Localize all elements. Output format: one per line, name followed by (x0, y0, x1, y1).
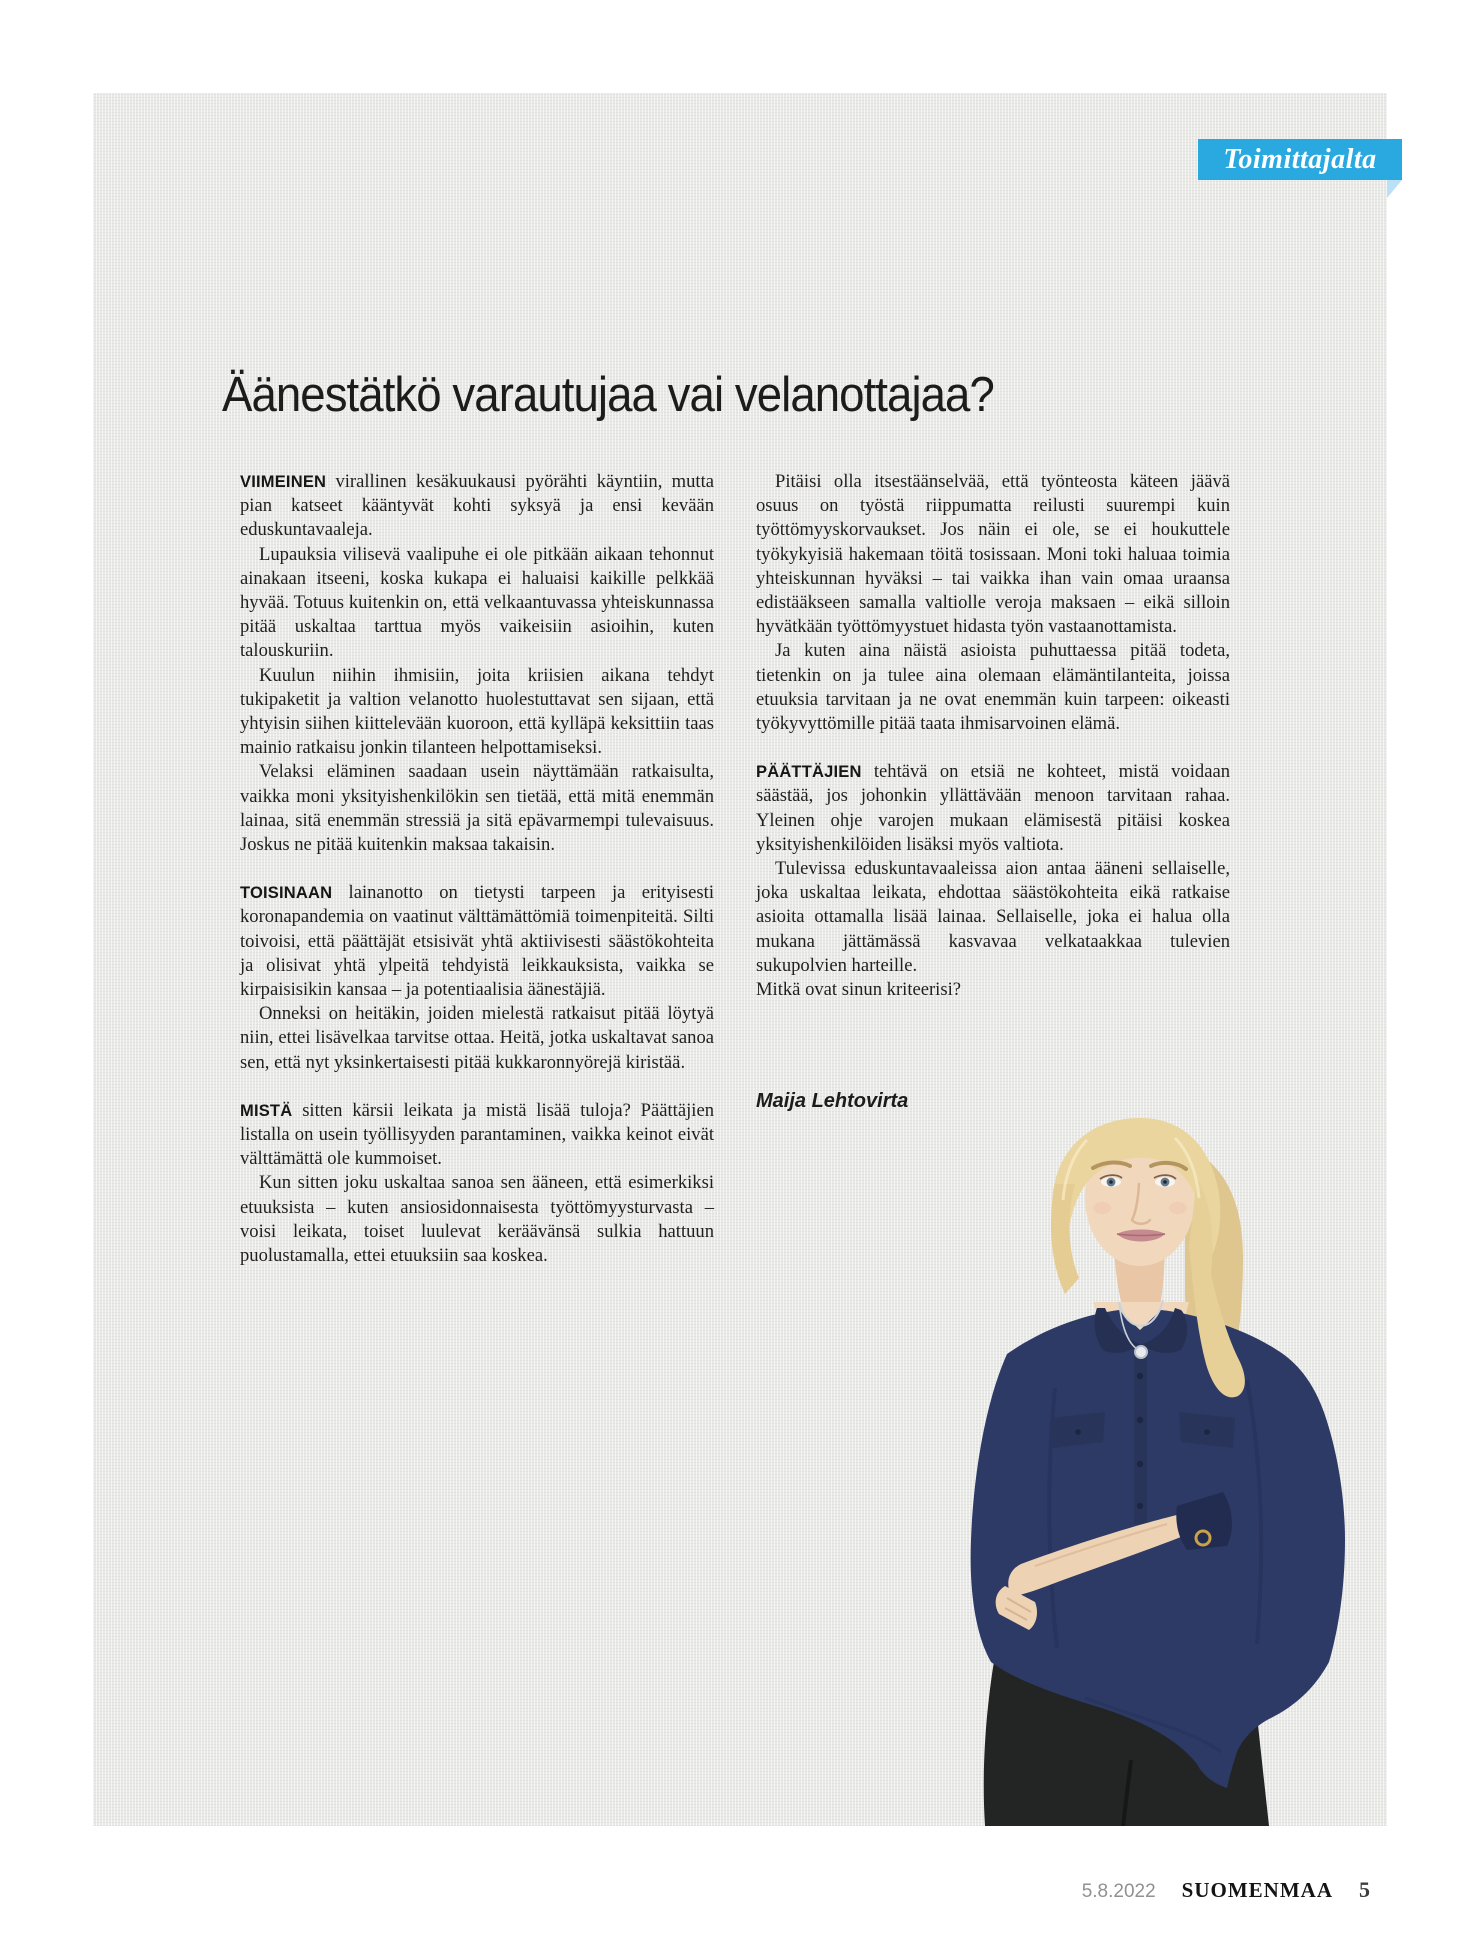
paragraph (756, 470, 1230, 639)
paragraph-text: Kun sitten joku uskaltaa sanoa sen ääneen, että esimerkiksi etuuksista – kuten ansiosidonnaisesta työttömyysturvasta – voisi leikata, toiset luulevat keräävänsä sulkia hattuun puolustamalla, ettei etuuksiin saa koskea. (240, 1172, 714, 1267)
paragraph-lead: PÄÄTTÄJIEN (756, 763, 862, 782)
paragraph (756, 639, 1230, 736)
ribbon-fold (1387, 180, 1402, 198)
paragraph (240, 881, 714, 1002)
paragraph (240, 664, 714, 761)
paragraph-lead: VIIMEINEN (240, 473, 327, 491)
paragraph (756, 760, 1230, 857)
section-ribbon-label: Toimittajalta (1223, 143, 1377, 175)
paragraph (240, 543, 714, 664)
paragraph (756, 857, 1230, 978)
paragraph-text: lainanotto on tietysti tarpeen ja erityisesti koronapandemia on vaatinut välttämättömiä toimenpiteitä. Silti toivoisi, että päättäjät etsisivät yhtä aktiivisesti säästökohteita ja olisivat yhtä ylpeitä tehdyistä leikkauksista, vaikka se kirpaisisikin kansaa – ja potentiaalisia äänestäjiä. (240, 882, 714, 1001)
author-photo (935, 1088, 1355, 1826)
paragraph (240, 1099, 714, 1172)
paragraph-text: Ja kuten aina näistä asioista puhuttaessa pitää todeta, tietenkin on ja tulee aina olemaan elämäntilanteita, joissa etuuksia tarvitaan ja ne ovat enemmän kuin tarpeen: oikeasti työkyvyttömille pitää taata ihmisarvoinen elämä. (756, 640, 1230, 735)
author-byline: Maija Lehtovirta (756, 1090, 909, 1112)
paragraph-lead: TOISINAAN (240, 884, 333, 903)
article-column-right (756, 470, 1230, 1002)
section-ribbon (1198, 139, 1402, 180)
page-title: Äänestätkö varautujaa vai velanottajaa? (222, 367, 994, 422)
paragraph-text: Onneksi on heitäkin, joiden mielestä ratkaisut pitää löytyä niin, ettei lisävelkaa tarvitse ottaa. Heitä, jotka uskaltavat sanoa sen, että nyt yksinkertaisesti pitää kukkaronnyörejä kiristää. (240, 1003, 714, 1073)
paragraph (240, 1171, 714, 1268)
paragraph-lead: MISTÄ (240, 1101, 293, 1120)
paragraph-text: sitten kärsii leikata ja mistä lisää tuloja? Päättäjien listalla on usein työllisyyden parantaminen, vaikka keinot eivät välttämättä ole kummoiset. (240, 1099, 714, 1170)
paragraph-text: Pitäisi olla itsestäänselvää, että työnteosta käteen jäävä osuus on työstä riippumatta reilusti suurempi kuin työttömyyskorvaukset. Jos näin ei ole, se ei houkuttele työkykyisiä hakemaan töitä tosissaan. Moni toki haluaa toimia yhteiskunnan hyväksi – tai vaikka ihan vain omaa uraansa edistääkseen samalla valtiolle veroja maksaen – eikä silloin hyvätkään työttömyystuet hidasta työn vastaanottamista. (756, 471, 1230, 638)
footer-page-number: 5 (1359, 1877, 1370, 1902)
footer-publication: SUOMENMAA (1181, 1878, 1333, 1902)
paragraph-text: tehtävä on etsiä ne kohteet, mistä voidaan säästää, jos johonkin yllättävään menoon tarvitaan rahaa. Yleinen ohje varojen mukaan elämisestä pitäisi koskea yksityishenkilöiden lisäksi myös valtiota. (756, 761, 1230, 855)
paragraph (240, 760, 714, 857)
paragraph (756, 978, 1230, 1002)
article-column-left (240, 470, 714, 1268)
page-footer (1060, 1877, 1370, 1903)
paragraph-text: Velaksi eläminen saadaan usein näyttämään ratkaisulta, vaikka moni yksityishenkilökin sen tietää, että mitä enemmän lainaa, sitä enemmän stressiä ja sitä epävarmempi tulevaisuus. Joskus ne pitää kuitenkin maksaa takaisin. (240, 761, 714, 856)
paragraph-text: Mitkä ovat sinun kriteerisi? (756, 979, 962, 1001)
paragraph-text: Tulevissa eduskuntavaaleissa aion antaa ääneni sellaiselle, joka uskaltaa leikata, ehdottaa säästökohteita eikä ratkaise asioita ottamalla lisää lainaa. Sellaiselle, joka ei halua olla mukana jättämässä kasvavaa velkataakkaa tulevien sukupolvien harteille. (756, 858, 1230, 976)
paragraph-text: Kuulun niihin ihmisiin, joita kriisien aikana tehdyt tukipaketit ja valtion velanotto huolestuttavat sen sijaan, että yhtyisin siihen kiittelevään kuoroon, että kylläpä keksittiin taas mainio ratkaisu jonkin tilanteen helpottamiseksi. (240, 664, 714, 759)
footer-date: 5.8.2022 (1081, 1881, 1156, 1902)
paragraph (240, 470, 714, 543)
paragraph-text: Lupauksia vilisevä vaalipuhe ei ole pitkään aikaan tehonnut ainakaan itseeni, koska kukapa ei haluaisi kaikille pelkkää hyvää. Totuus kuitenkin on, että velkaantuvassa yhteiskunnassa pitää uskaltaa tarttua myös vaikeisiin asioihin, kuten talouskuriin. (240, 543, 714, 662)
paragraph-text: virallinen kesäkuukausi pyörähti käyntiin, mutta pian katseet kääntyvät kohti syksyä ja ensi kevään eduskuntavaaleja. (240, 471, 714, 541)
paragraph (240, 1002, 714, 1075)
